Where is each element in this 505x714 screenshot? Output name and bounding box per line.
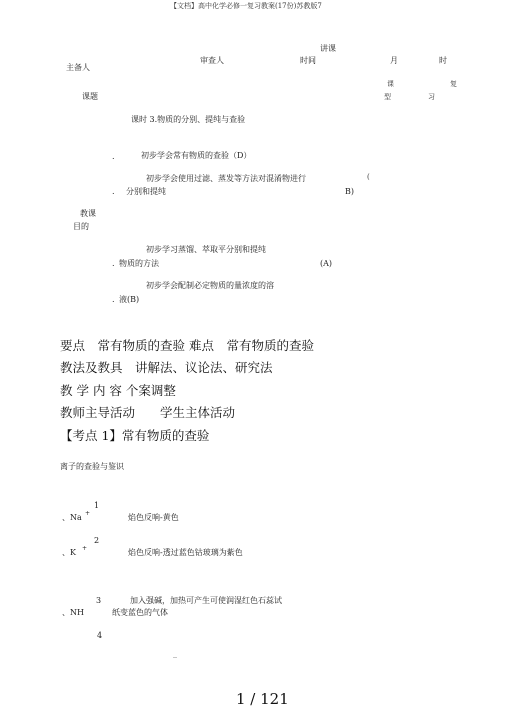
- key-points-row: 要点 常有物质的查验 难点 常有物质的查验: [60, 338, 314, 353]
- ion-charge: +: [82, 545, 88, 552]
- objectives-label-1: 教课: [80, 209, 96, 218]
- objective-bullet: .: [112, 259, 115, 268]
- review-label-2: 习: [428, 93, 435, 101]
- lecture-time-label-1: 讲课: [320, 44, 336, 53]
- objective-4-line-2: 液(B): [119, 295, 140, 304]
- content-row: 教 学 内 容 个案调整: [60, 383, 176, 398]
- lesson-type-label-2: 型: [384, 93, 391, 101]
- objective-2-level: B): [345, 187, 354, 196]
- hour-label: 时: [439, 56, 447, 65]
- ion-charge: +: [85, 510, 91, 517]
- prep-person-label: 主备人: [66, 63, 90, 72]
- objective-1: 初步学会常有物质的查验（D）: [141, 151, 252, 160]
- activities-row: 教师主导活动 学生主体活动: [60, 405, 236, 420]
- objective-bullet: .: [112, 152, 115, 161]
- ion-description-continued: 纸变蓝色的气体: [112, 608, 168, 617]
- topic-text: 课时 3.物质的分别、提纯与查验: [131, 115, 246, 124]
- ion-number: 3: [96, 596, 102, 605]
- section-title: 离子的查验与鉴识: [60, 462, 124, 471]
- ion-name: 、NH: [62, 608, 84, 617]
- ion-number: 4: [97, 631, 103, 640]
- objective-bullet: .: [112, 187, 115, 196]
- objective-2-line-1: 初步学会使用过滤、蒸发等方法对混淆物进行: [146, 174, 306, 183]
- objectives-label-2: 目的: [73, 222, 89, 231]
- topic-label: 课题: [82, 92, 98, 101]
- ion-number: 2: [94, 536, 100, 545]
- dash-mark: _: [173, 649, 177, 658]
- ion-description: 加入强碱，加热可产生可使润湿红色石蕊试: [130, 596, 282, 605]
- exam-point-heading: 【考点 1】常有物质的查验: [60, 428, 210, 443]
- page-number: 1 / 121: [236, 690, 289, 708]
- review-label-1: 复: [450, 80, 457, 88]
- ion-number: 1: [94, 501, 100, 510]
- month-label: 月: [390, 56, 398, 65]
- objective-3-level: (A): [320, 259, 333, 268]
- ion-description: 焰色反响-透过蓝色钴玻璃为紫色: [128, 548, 243, 557]
- objective-3-line-2: 物质的方法: [119, 259, 159, 268]
- lecture-time-label-2: 时间: [300, 56, 316, 65]
- ion-name: 、K: [62, 548, 76, 557]
- reviewer-label: 审查人: [200, 56, 224, 65]
- methods-row: 教法及教具 讲解法、议论法、研究法: [60, 360, 273, 375]
- objective-2-line-2: 分别和提纯: [126, 187, 166, 196]
- objective-4-line-1: 初步学会配制必定物质的量浓度的溶: [146, 281, 274, 290]
- lesson-type-label-1: 课: [387, 80, 394, 88]
- objective-3-line-1: 初步学习蒸馏、萃取平分别和提纯: [146, 245, 266, 254]
- objective-2-mark: (: [367, 173, 370, 181]
- ion-name: 、Na: [62, 513, 82, 522]
- document-title: 【文档】高中化学必修一复习教案(17份)苏教版7: [170, 2, 322, 10]
- objective-bullet: .: [112, 295, 115, 304]
- ion-description: 焰色反响-黄色: [128, 513, 179, 522]
